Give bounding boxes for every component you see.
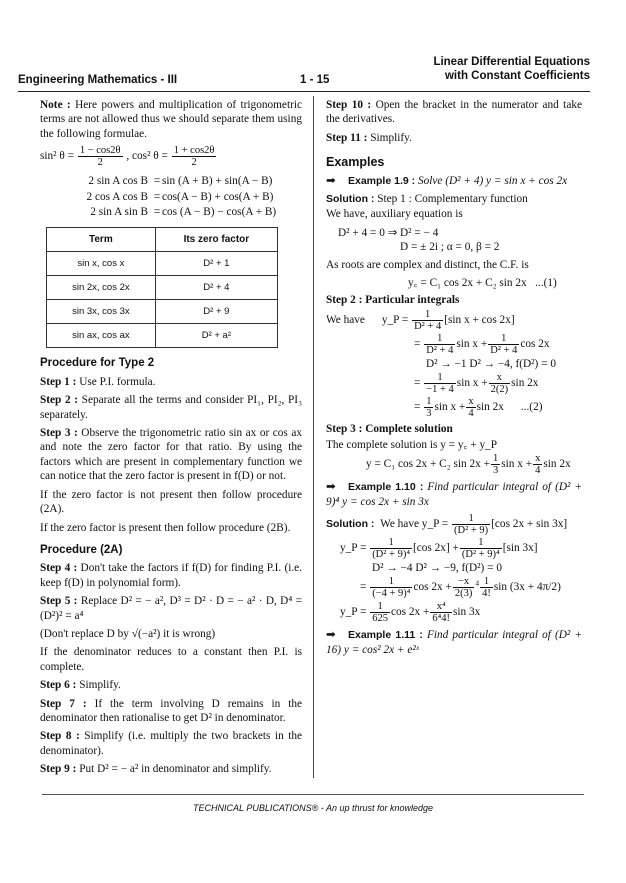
denominator-constant-note: If the denominator reduces to a constant then P.I. is complete. <box>40 646 302 673</box>
substitution-line: D² → −4 D² → −9, f(D²) = 0 <box>372 561 502 574</box>
fraction <box>488 333 519 356</box>
solution-step1 <box>326 192 582 206</box>
table-row <box>47 300 278 324</box>
yp-term: sin x + <box>456 377 488 390</box>
solution-text: We have y_P = <box>380 518 449 530</box>
fraction-numerator: x <box>468 396 474 408</box>
fraction-numerator: 1 <box>480 576 493 588</box>
book-title: Engineering Mathematics - III <box>18 74 178 86</box>
fraction-numerator: 1 <box>488 333 519 345</box>
examples-heading: Examples <box>326 155 385 170</box>
fraction-denominator: (−4 + 9)⁴ <box>372 588 411 600</box>
cos-square-label: , cos² θ = <box>126 150 168 163</box>
fraction-numerator: 1 <box>412 309 443 321</box>
chapter-title-line2: with Constant Coefficients <box>444 70 590 82</box>
step-text: Open the bracket in the numerator and take the derivatives. <box>326 99 582 126</box>
fraction <box>491 453 500 476</box>
yp110-final <box>326 601 582 624</box>
step-label: Step 6 : <box>40 679 77 692</box>
procedure-type2-heading: Procedure for Type 2 <box>40 357 155 370</box>
cos-square-num: 1 + cos2θ <box>173 145 215 157</box>
fraction <box>480 576 493 599</box>
table-row <box>47 276 278 300</box>
formula-rhs: cos (A − B) − cos(A + B) <box>162 206 277 219</box>
column-divider <box>313 96 314 778</box>
yp-line-2: = $\frac{1}{\text{D² + 4}}$ sin x + $\frac{1}{\text{D² + 4}}$ cos 2x <box>414 332 550 356</box>
equals-sign: = <box>153 190 161 203</box>
step-text: Simplify (i.e. multiply the two brackets in the denominator). <box>40 730 303 757</box>
aux-intro: We have, auxiliary equation is <box>326 208 463 221</box>
fraction <box>453 576 475 599</box>
yp-term: sin 2x <box>476 401 504 414</box>
page-number: 1 - 15 <box>300 74 330 86</box>
fraction-numerator: 1 <box>424 372 456 384</box>
fraction <box>370 576 412 599</box>
fraction-denominator: −1 + 4 <box>426 384 454 396</box>
yp-term: cos 2x + <box>390 606 430 619</box>
formula-cos-cos <box>40 190 302 204</box>
fraction <box>452 513 490 536</box>
table-header-term: Term <box>47 228 156 252</box>
yp-label: y_P = <box>381 313 409 326</box>
yp-line-4: = $\frac{1}{3}$ sin x + $\frac{x}{4}$ sin 2x ...(2) <box>414 396 543 420</box>
rule-not-present: If the zero factor is not present then follow procedure (2A). <box>40 488 302 516</box>
zero-factor-table <box>46 227 278 348</box>
step-text: If the term involving D remains in the denominator then rationalise to get D² in denominator. <box>40 697 303 724</box>
table-row <box>47 324 278 348</box>
step-3 <box>40 426 302 484</box>
table-cell-term: sin ax, cos ax <box>47 324 156 348</box>
final-equation <box>326 453 582 476</box>
step-text: Simplify. <box>370 131 412 144</box>
fraction-numerator: 1 <box>492 453 499 465</box>
example-text: Solve (D² + 4) y = sin x + cos 2x <box>417 174 568 187</box>
fraction <box>489 372 511 395</box>
yp-term: [sin 3x] <box>502 542 538 554</box>
fraction-denominator: 625 <box>372 613 388 625</box>
dont-replace-note: (Don't replace D by √(−a²) it is wrong) <box>40 627 216 640</box>
fraction-denominator: (D² + 9)⁴ <box>461 548 500 560</box>
step-label: Step 5 : <box>40 595 78 608</box>
table-header-zero-factor: Its zero factor <box>155 228 277 252</box>
fraction <box>370 601 390 624</box>
fraction-denominator: 4 <box>468 408 474 420</box>
left-column <box>40 98 302 781</box>
solution-rhs: [cos 2x + sin 3x] <box>491 518 568 530</box>
step-text: Replace D² = − a², D³ = D² · D = − a² · D, D⁴ = (D²)² = a⁴ <box>40 595 302 622</box>
step-label: Step 11 : <box>326 131 368 144</box>
yp-term: cos 2x <box>520 337 550 350</box>
arrow-icon: ➡ <box>326 629 336 642</box>
yp-term: sin 3x <box>453 606 481 619</box>
solution-step3: Step 3 : Complete solution <box>326 423 453 436</box>
step-label: Step 4 : <box>40 562 78 575</box>
step-text: Simplify. <box>79 679 121 692</box>
fraction <box>466 396 475 419</box>
fraction <box>424 372 456 395</box>
formula-lhs: 2 sin A cos B <box>88 175 148 188</box>
formula-sin-cos <box>40 174 302 188</box>
table-cell-factor: D² + 4 <box>155 276 277 300</box>
yp-rhs: [sin x + cos 2x] <box>444 313 515 326</box>
footer-text: TECHNICAL PUBLICATIONS® - An up thrust for knowledge <box>192 803 434 813</box>
fraction-denominator: D² + 4 <box>426 344 454 356</box>
step-1 <box>40 375 302 389</box>
step-9 <box>40 762 302 776</box>
formula-rhs: cos(A − B) + cos(A + B) <box>162 190 274 203</box>
fraction-denominator: 3 <box>492 465 499 477</box>
cos-square-fraction <box>172 145 217 168</box>
fraction <box>424 396 433 419</box>
final-term: y = C₁ cos 2x + C₂ sin 2x + <box>366 458 490 471</box>
formula-sin-sin <box>40 205 302 219</box>
solution-step2: Step 2 : Particular integrals <box>326 294 460 307</box>
fraction-numerator: 1 <box>370 537 412 549</box>
fraction <box>424 333 455 356</box>
step-10 <box>326 98 582 127</box>
fraction-numerator: 1 <box>460 537 502 549</box>
table-cell-term: sin 3x, cos 3x <box>47 300 156 324</box>
step-7 <box>40 697 302 726</box>
yp-term: sin x + <box>434 401 466 414</box>
yp-label: y_P = <box>340 542 367 554</box>
arrow-icon: ➡ <box>326 174 336 187</box>
step-text: Step 1 : Complementary function <box>377 193 528 206</box>
step-label: Step 10 : <box>326 99 372 111</box>
right-column <box>326 98 582 661</box>
yp-line-1 <box>326 309 582 332</box>
yp110-line-2: = $\frac{1}{\text{(−4 + 9)⁴}}$ cos 2x + $\frac{-x}{2(3)}$ $^4$ $\frac{1}{4!}$ sin (3x + 4π/2) <box>360 576 561 600</box>
final-term: sin x + <box>501 458 533 471</box>
table-header-row <box>47 228 278 252</box>
yp-term: (3x + 4π/2) <box>509 581 561 594</box>
step-6 <box>40 678 302 692</box>
step-label: Step 7 : <box>40 697 87 710</box>
table-cell-term: sin x, cos x <box>47 252 156 276</box>
step-2 <box>40 393 302 422</box>
example-label: Example 1.11 : <box>348 629 423 642</box>
fraction <box>370 537 412 560</box>
step-text: Don't take the factors if f(D) for finding P.I. (i.e. keep f(D) in polynomial form). <box>40 562 303 589</box>
step-text: Separate all the terms and consider PI₁, PI₂, PI₃ separately. <box>40 394 303 421</box>
cos-square-den: 2 <box>191 157 197 169</box>
yp-term: [cos 2x] + <box>413 542 459 554</box>
fraction-denominator: 4! <box>482 588 491 600</box>
step-text: Put D² = − a² in denominator and simplify. <box>79 763 272 776</box>
step-label: Step 2 : <box>40 394 79 407</box>
step-label: Step 8 : <box>40 730 80 743</box>
equation-tag: ...(2) <box>520 401 543 414</box>
header-rule <box>18 91 590 92</box>
step-11 <box>326 131 582 145</box>
fraction-numerator: x <box>489 372 511 384</box>
chapter-title-line1: Linear Differential Equations <box>433 56 590 68</box>
we-have-label: We have <box>326 313 365 326</box>
step-4 <box>40 561 302 590</box>
step-text: Use P.I. formula. <box>79 375 156 388</box>
note-text: Here powers and multiplication of trigonometric terms are not allowed thus we should separate them using the following formulae. <box>40 99 302 140</box>
formula-rhs: sin (A + B) + sin(A − B) <box>162 175 273 188</box>
complete-solution-line: The complete solution is y = y꜀ + y_P <box>326 438 498 451</box>
fraction-denominator: (D² + 9) <box>454 524 489 536</box>
yp-term: sin <box>493 581 508 594</box>
example-label: Example 1.9 : <box>348 174 416 187</box>
fraction <box>533 453 542 476</box>
procedure-2a-heading: Procedure (2A) <box>40 543 123 556</box>
aux-equation-2: D = ± 2i ; α = 0, β = 2 <box>400 241 500 254</box>
equation-tag: ...(1) <box>535 277 557 290</box>
arrow-icon: ➡ <box>326 481 336 494</box>
table-cell-factor: D² + a² <box>155 324 277 348</box>
note-paragraph <box>40 98 302 141</box>
square-formulas <box>40 145 302 168</box>
table-cell-term: sin 2x, cos 2x <box>47 276 156 300</box>
example-1-11 <box>326 628 582 657</box>
fraction-denominator: D² + 4 <box>414 320 442 332</box>
fraction-numerator: 1 <box>424 333 455 345</box>
example-1-9 <box>326 174 582 188</box>
fraction <box>430 601 452 624</box>
step-5 <box>40 594 302 623</box>
equals-sign: = <box>153 206 161 219</box>
sin-square-label: sin² θ = <box>40 150 75 163</box>
table-cell-factor: D² + 9 <box>155 300 277 324</box>
fraction <box>460 537 502 560</box>
example-text: Find particular integral of (D² + 9)⁴ y = cos 2x + sin 3x <box>326 481 583 508</box>
solution-label: Solution : <box>326 193 375 206</box>
step-label: Step 3 : <box>40 427 78 440</box>
solution-label: Solution : <box>326 518 375 530</box>
roots-line: As roots are complex and distinct, the C.F. is <box>326 258 529 271</box>
fraction-numerator: 1 <box>370 601 390 613</box>
note-label: Note : <box>40 99 71 111</box>
fraction-denominator: 6⁴4! <box>432 613 450 625</box>
fraction-numerator: 1 <box>426 396 432 408</box>
fraction-numerator: 1 <box>452 513 490 525</box>
table-row <box>47 252 278 276</box>
substitution-line: D² → −1 D² → −4, f(D²) = 0 <box>426 357 556 370</box>
fraction-denominator: 3 <box>426 408 432 420</box>
step-label: Step 9 : <box>40 763 77 776</box>
formula-lhs: 2 sin A sin B <box>90 206 148 219</box>
fraction-numerator: −x <box>453 576 475 588</box>
cf-equation <box>326 276 582 290</box>
cf-equation-text: y꜀ = C₁ cos 2x + C₂ sin 2x <box>408 277 527 290</box>
example-text: Find particular integral of (D² + 16) y = cos² 2x + e²ˣ <box>326 629 582 656</box>
yp-label: y_P = <box>340 606 367 619</box>
yp-term: sin x + <box>456 337 488 350</box>
yp-line-3: = $\frac{1}{-1 + 4}$ sin x + $\frac{x}{2(2)}$ sin 2x <box>414 372 539 396</box>
fraction-numerator: x⁴ <box>430 601 452 613</box>
fraction-denominator: 2(3) <box>454 588 473 600</box>
fraction-denominator: D² + 4 <box>490 344 518 356</box>
chapter-title <box>433 55 590 83</box>
fraction-numerator: x <box>535 453 541 465</box>
example-label: Example 1.10 : <box>348 481 424 494</box>
fraction-denominator: 2(2) <box>490 384 509 396</box>
example-1-10 <box>326 480 582 509</box>
final-term: sin 2x <box>543 458 571 471</box>
fraction-numerator: 1 <box>370 576 412 588</box>
footer-rule <box>42 794 584 795</box>
table-cell-factor: D² + 1 <box>155 252 277 276</box>
fraction <box>412 309 443 332</box>
sin-square-num: 1 − cos2θ <box>79 145 121 157</box>
rule-present: If the zero factor is present then follow procedure (2B). <box>40 521 291 534</box>
formula-lhs: 2 cos A cos B <box>86 190 148 203</box>
fraction-denominator: (D² + 9)⁴ <box>372 548 410 560</box>
fraction-denominator: 4 <box>535 465 541 477</box>
aux-equation-1: D² + 4 = 0 ⇒ D² = − 4 <box>338 226 439 239</box>
step-8 <box>40 729 302 758</box>
yp-term: cos 2x + <box>413 581 452 594</box>
step-text: Observe the trigonometric ratio sin ax or cos ax and note the zero factor for that ratio. By using the factors which are present in complementary function we can notice that the zero factor is present in f(D) or not. <box>40 427 302 483</box>
step-label: Step 1 : <box>40 375 77 388</box>
power-4: 4 <box>475 578 480 588</box>
sin-square-fraction <box>78 145 123 168</box>
equals-sign: = <box>153 175 161 188</box>
sin-square-den: 2 <box>97 157 103 169</box>
yp-term: sin 2x <box>511 377 539 390</box>
solution-110 <box>326 513 582 536</box>
yp110-line-1 <box>326 537 582 560</box>
